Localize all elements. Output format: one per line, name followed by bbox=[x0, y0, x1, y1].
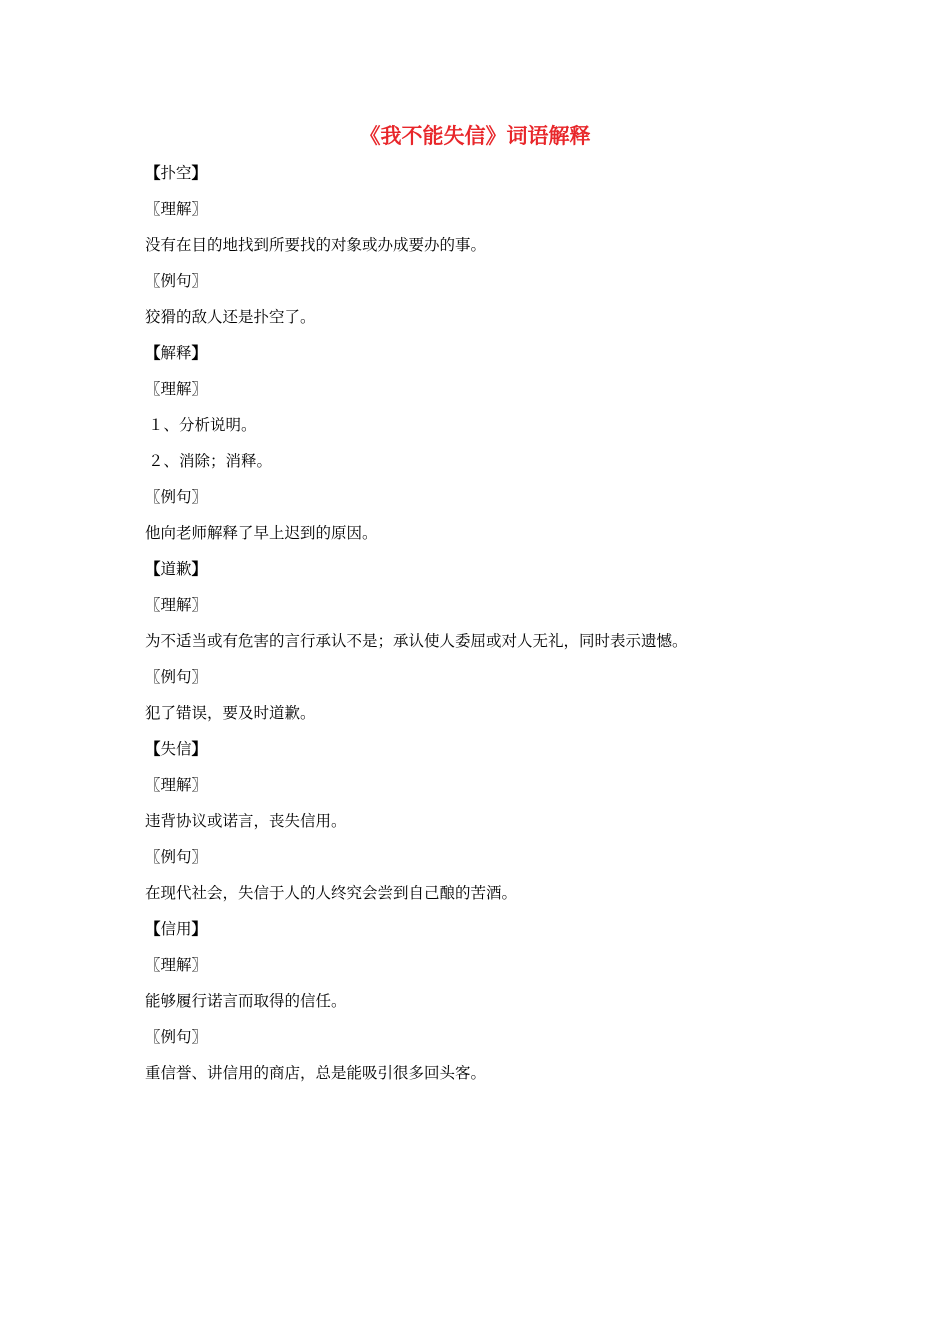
definition-text: 为不适当或有危害的言行承认不是；承认使人委屈或对人无礼，同时表示遗憾。 bbox=[145, 632, 688, 650]
example-text: 犯了错误，要及时道歉。 bbox=[145, 704, 316, 722]
understanding-label: 〖理解〗 bbox=[145, 200, 208, 218]
entry-heading: 【信用】 bbox=[145, 919, 208, 938]
example-text: 狡猾的敌人还是扑空了。 bbox=[145, 308, 316, 326]
example-label: 〖例句〗 bbox=[145, 848, 208, 866]
understanding-label: 〖理解〗 bbox=[145, 776, 208, 794]
document-body bbox=[145, 155, 825, 1091]
entry-term: 失信 bbox=[160, 740, 192, 758]
definition-text: 能够履行诺言而取得的信任。 bbox=[145, 992, 347, 1010]
definition-text: 没有在目的地找到所要找的对象或办成要办的事。 bbox=[145, 236, 487, 254]
example-text: 在现代社会，失信于人的人终究会尝到自己酿的苦酒。 bbox=[145, 884, 518, 902]
example-text: 重信誉、讲信用的商店，总是能吸引很多回头客。 bbox=[145, 1064, 487, 1082]
example-label: 〖例句〗 bbox=[145, 668, 208, 686]
entry-term: 信用 bbox=[160, 920, 192, 938]
entry-heading: 【解释】 bbox=[145, 343, 208, 362]
example-label: 〖例句〗 bbox=[145, 488, 208, 506]
understanding-label: 〖理解〗 bbox=[145, 956, 208, 974]
entry-heading: 【失信】 bbox=[145, 739, 208, 758]
entry-heading: 【道歉】 bbox=[145, 559, 208, 578]
entry-heading: 【扑空】 bbox=[145, 163, 208, 182]
definition-text: 违背协议或诺言，丧失信用。 bbox=[145, 812, 347, 830]
example-text: 他向老师解释了早上迟到的原因。 bbox=[145, 524, 378, 542]
understanding-label: 〖理解〗 bbox=[145, 596, 208, 614]
definition-text: １、分析说明。 bbox=[148, 416, 257, 434]
understanding-label: 〖理解〗 bbox=[145, 380, 208, 398]
entry-term: 解释 bbox=[160, 344, 192, 362]
entry-term: 道歉 bbox=[160, 560, 192, 578]
definition-text: ２、消除；消释。 bbox=[148, 452, 273, 470]
entry-term: 扑空 bbox=[160, 164, 192, 182]
example-label: 〖例句〗 bbox=[145, 272, 208, 290]
document-title: 《我不能失信》词语解释 bbox=[359, 123, 591, 148]
example-label: 〖例句〗 bbox=[145, 1028, 208, 1046]
